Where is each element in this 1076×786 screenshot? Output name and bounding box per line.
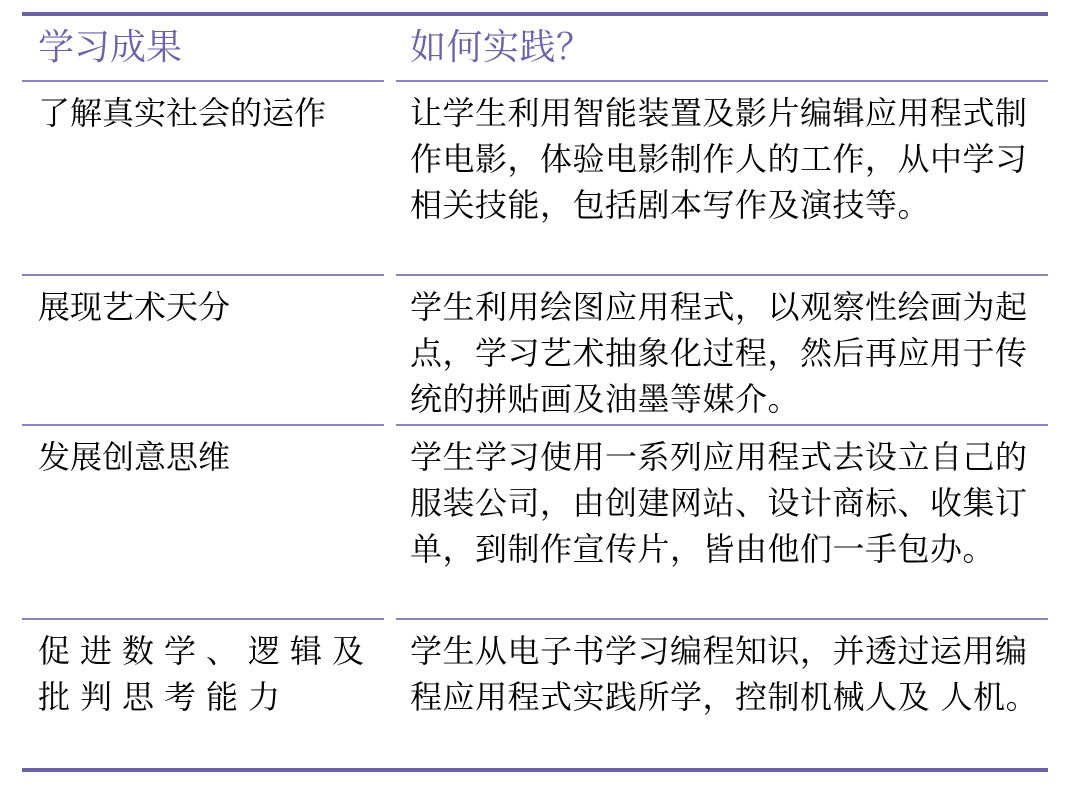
row-3-practice: 学生学习使用一系列应用程式去设立自己的服装公司，由创建网站、设计商标、收集订单，到制作宣传片，皆由他们一手包办。 <box>410 438 1028 568</box>
header-practice: 如何实践？ <box>410 27 593 68</box>
row-1-rule-left <box>22 274 384 276</box>
row-1-outcome: 了解真实社会的运作 <box>38 94 327 132</box>
row-1-practice: 让学生利用智能装置及影片编辑应用程式制作电影，体验电影制作人的工作，从中学习相关技能，包括剧本写作及演技等。 <box>410 94 1028 224</box>
row-3-rule-right <box>396 618 1048 620</box>
row-3-rule-left <box>22 618 384 620</box>
row-1-rule-right <box>396 274 1048 276</box>
bottom-rule <box>22 768 1048 772</box>
header-outcome: 学习成果 <box>38 27 183 68</box>
header-rule-left <box>22 80 384 82</box>
top-rule <box>22 12 1048 16</box>
row-2-rule-left <box>22 424 384 426</box>
row-3-outcome: 发展创意思维 <box>38 438 231 476</box>
header-rule-right <box>396 80 1048 82</box>
row-4-practice: 学生从电子书学习编程知识，并透过运用编程应用程式实践所学，控制机械人及 人机。 <box>410 632 1039 716</box>
row-2-outcome: 展现艺术天分 <box>38 288 231 326</box>
row-2-rule-right <box>396 424 1048 426</box>
row-2-practice: 学生利用绘图应用程式，以观察性绘画为起点，学习艺术抽象化过程，然后再应用于传统的拼贴画及油墨等媒介。 <box>410 288 1028 418</box>
row-4-outcome: 促进数学、逻辑及批判思考能力 <box>38 632 375 716</box>
